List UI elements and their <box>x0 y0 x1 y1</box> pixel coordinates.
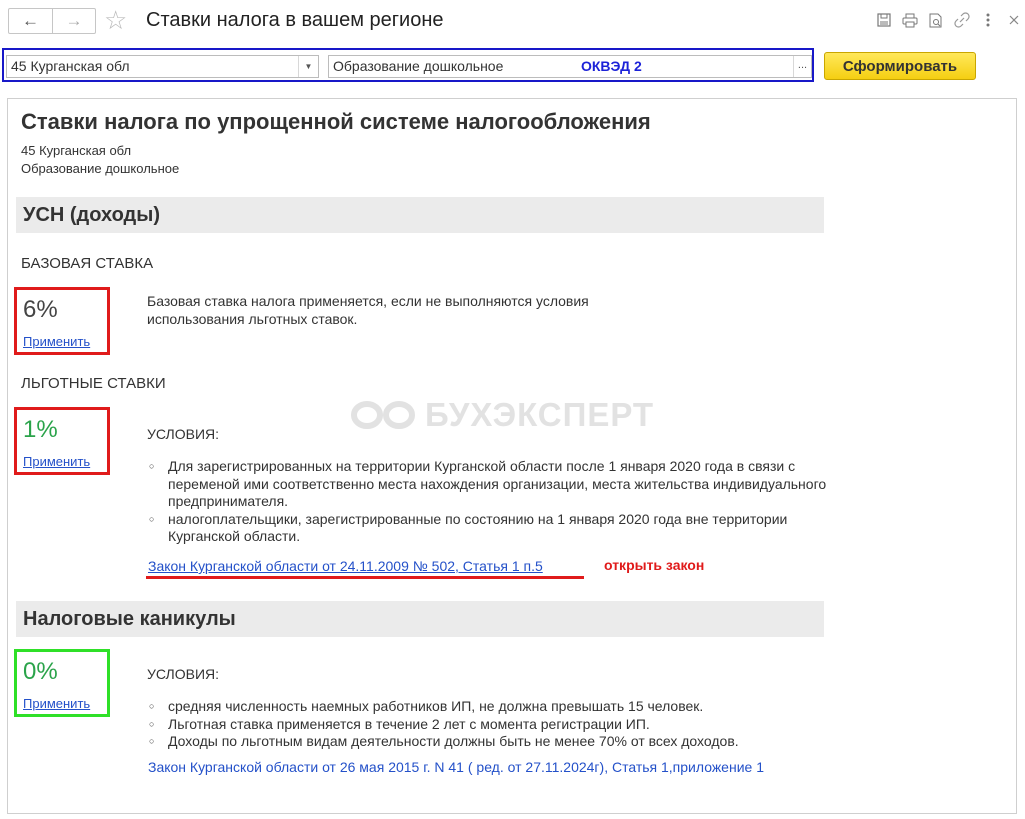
list-item: ○ Доходы по льготным видам деятельности должны быть не менее 70% от всех доходов. <box>147 733 827 751</box>
back-button[interactable]: ← <box>22 11 39 30</box>
okved-field[interactable] <box>328 55 812 78</box>
preferential-rates-caption: ЛЬГОТНЫЕ СТАВКИ <box>21 375 166 392</box>
highlight-underline <box>146 576 584 579</box>
report-activity: Образование дошкольное <box>21 161 180 176</box>
base-rate-box <box>14 287 110 355</box>
preferential-rate-apply-link[interactable]: Применить <box>23 454 91 469</box>
base-rate-description-line: Базовая ставка налога применяется, если не выполняются условия <box>147 293 589 309</box>
report-region: 45 Курганская обл <box>21 143 132 158</box>
base-rate-value: 6% <box>23 296 58 323</box>
parameters-panel <box>2 48 814 82</box>
window-toolbar <box>869 8 1025 32</box>
preferential-rate-value: 1% <box>23 416 58 443</box>
favorite-star-icon[interactable]: ☆ <box>104 5 128 35</box>
report-area <box>7 98 1017 814</box>
list-item: ○ Для зарегистрированных на территории Курганской области после 1 января 2020 года в связи с переменой ими соответственно места нахождения организации, места жительства индивидуального предпринимателя. <box>147 458 827 511</box>
generate-report-button[interactable]: Сформировать <box>824 52 976 80</box>
holiday-conditions-caption: УСЛОВИЯ: <box>147 666 220 682</box>
watermark-text: БУХЭКСПЕРТ <box>425 396 655 433</box>
title-bar <box>0 0 1025 46</box>
preferential-conditions-list <box>147 458 827 546</box>
save-icon[interactable] <box>873 8 895 32</box>
navigation-buttons <box>8 8 96 34</box>
watermark-logo-icon <box>351 400 417 430</box>
open-law-annotation: открыть закон <box>604 557 705 573</box>
list-item: ○ налогоплательщики, зарегистрированные по состоянию на 1 января 2020 года вне территории Курганской области. <box>147 511 827 546</box>
base-rate-caption: БАЗОВАЯ СТАВКА <box>21 255 154 272</box>
preferential-conditions-caption: УСЛОВИЯ: <box>147 426 220 442</box>
okved-value: Образование дошкольное <box>333 58 504 74</box>
print-icon[interactable] <box>899 8 921 32</box>
close-icon[interactable] <box>1003 8 1025 32</box>
preview-icon[interactable] <box>925 8 947 32</box>
window-title: Ставки налога в вашем регионе <box>146 9 444 31</box>
report-title: Ставки налога по упрощенной системе налогообложения <box>21 109 651 134</box>
dropdown-arrow-icon[interactable]: ▼ <box>298 56 318 77</box>
holiday-rate-value: 0% <box>23 658 58 685</box>
section-usn-heading: УСН (доходы) <box>16 197 824 233</box>
holiday-conditions-list <box>147 698 827 751</box>
list-item: ○ средняя численность наемных работников ИП, не должна превышать 15 человек. <box>147 698 827 716</box>
holiday-rate-box <box>14 649 110 717</box>
select-button[interactable]: ... <box>793 56 811 77</box>
watermark <box>351 395 731 435</box>
list-item: ○ Льготная ставка применяется в течение 2 лет с момента регистрации ИП. <box>147 716 827 734</box>
base-rate-description <box>147 292 589 328</box>
base-rate-description-line: использования льготных ставок. <box>147 311 358 327</box>
region-value: 45 Курганская обл <box>11 58 130 74</box>
preferential-rate-box <box>14 407 110 475</box>
more-icon[interactable] <box>977 8 999 32</box>
okved-label: ОКВЭД 2 <box>581 58 642 74</box>
law-link-502[interactable]: Закон Курганской области от 24.11.2009 № 502, Статья 1 п.5 <box>148 558 543 574</box>
law-link-41[interactable]: Закон Курганской области от 26 мая 2015 г. N 41 ( ред. от 27.11.2024г), Статья 1,приложение 1 <box>148 759 764 775</box>
base-rate-apply-link[interactable]: Применить <box>23 334 91 349</box>
holiday-rate-apply-link[interactable]: Применить <box>23 696 91 711</box>
section-holidays-heading: Налоговые каникулы <box>16 601 824 637</box>
link-icon[interactable] <box>951 8 973 32</box>
forward-button[interactable]: → <box>52 9 95 33</box>
region-select[interactable] <box>6 55 319 78</box>
